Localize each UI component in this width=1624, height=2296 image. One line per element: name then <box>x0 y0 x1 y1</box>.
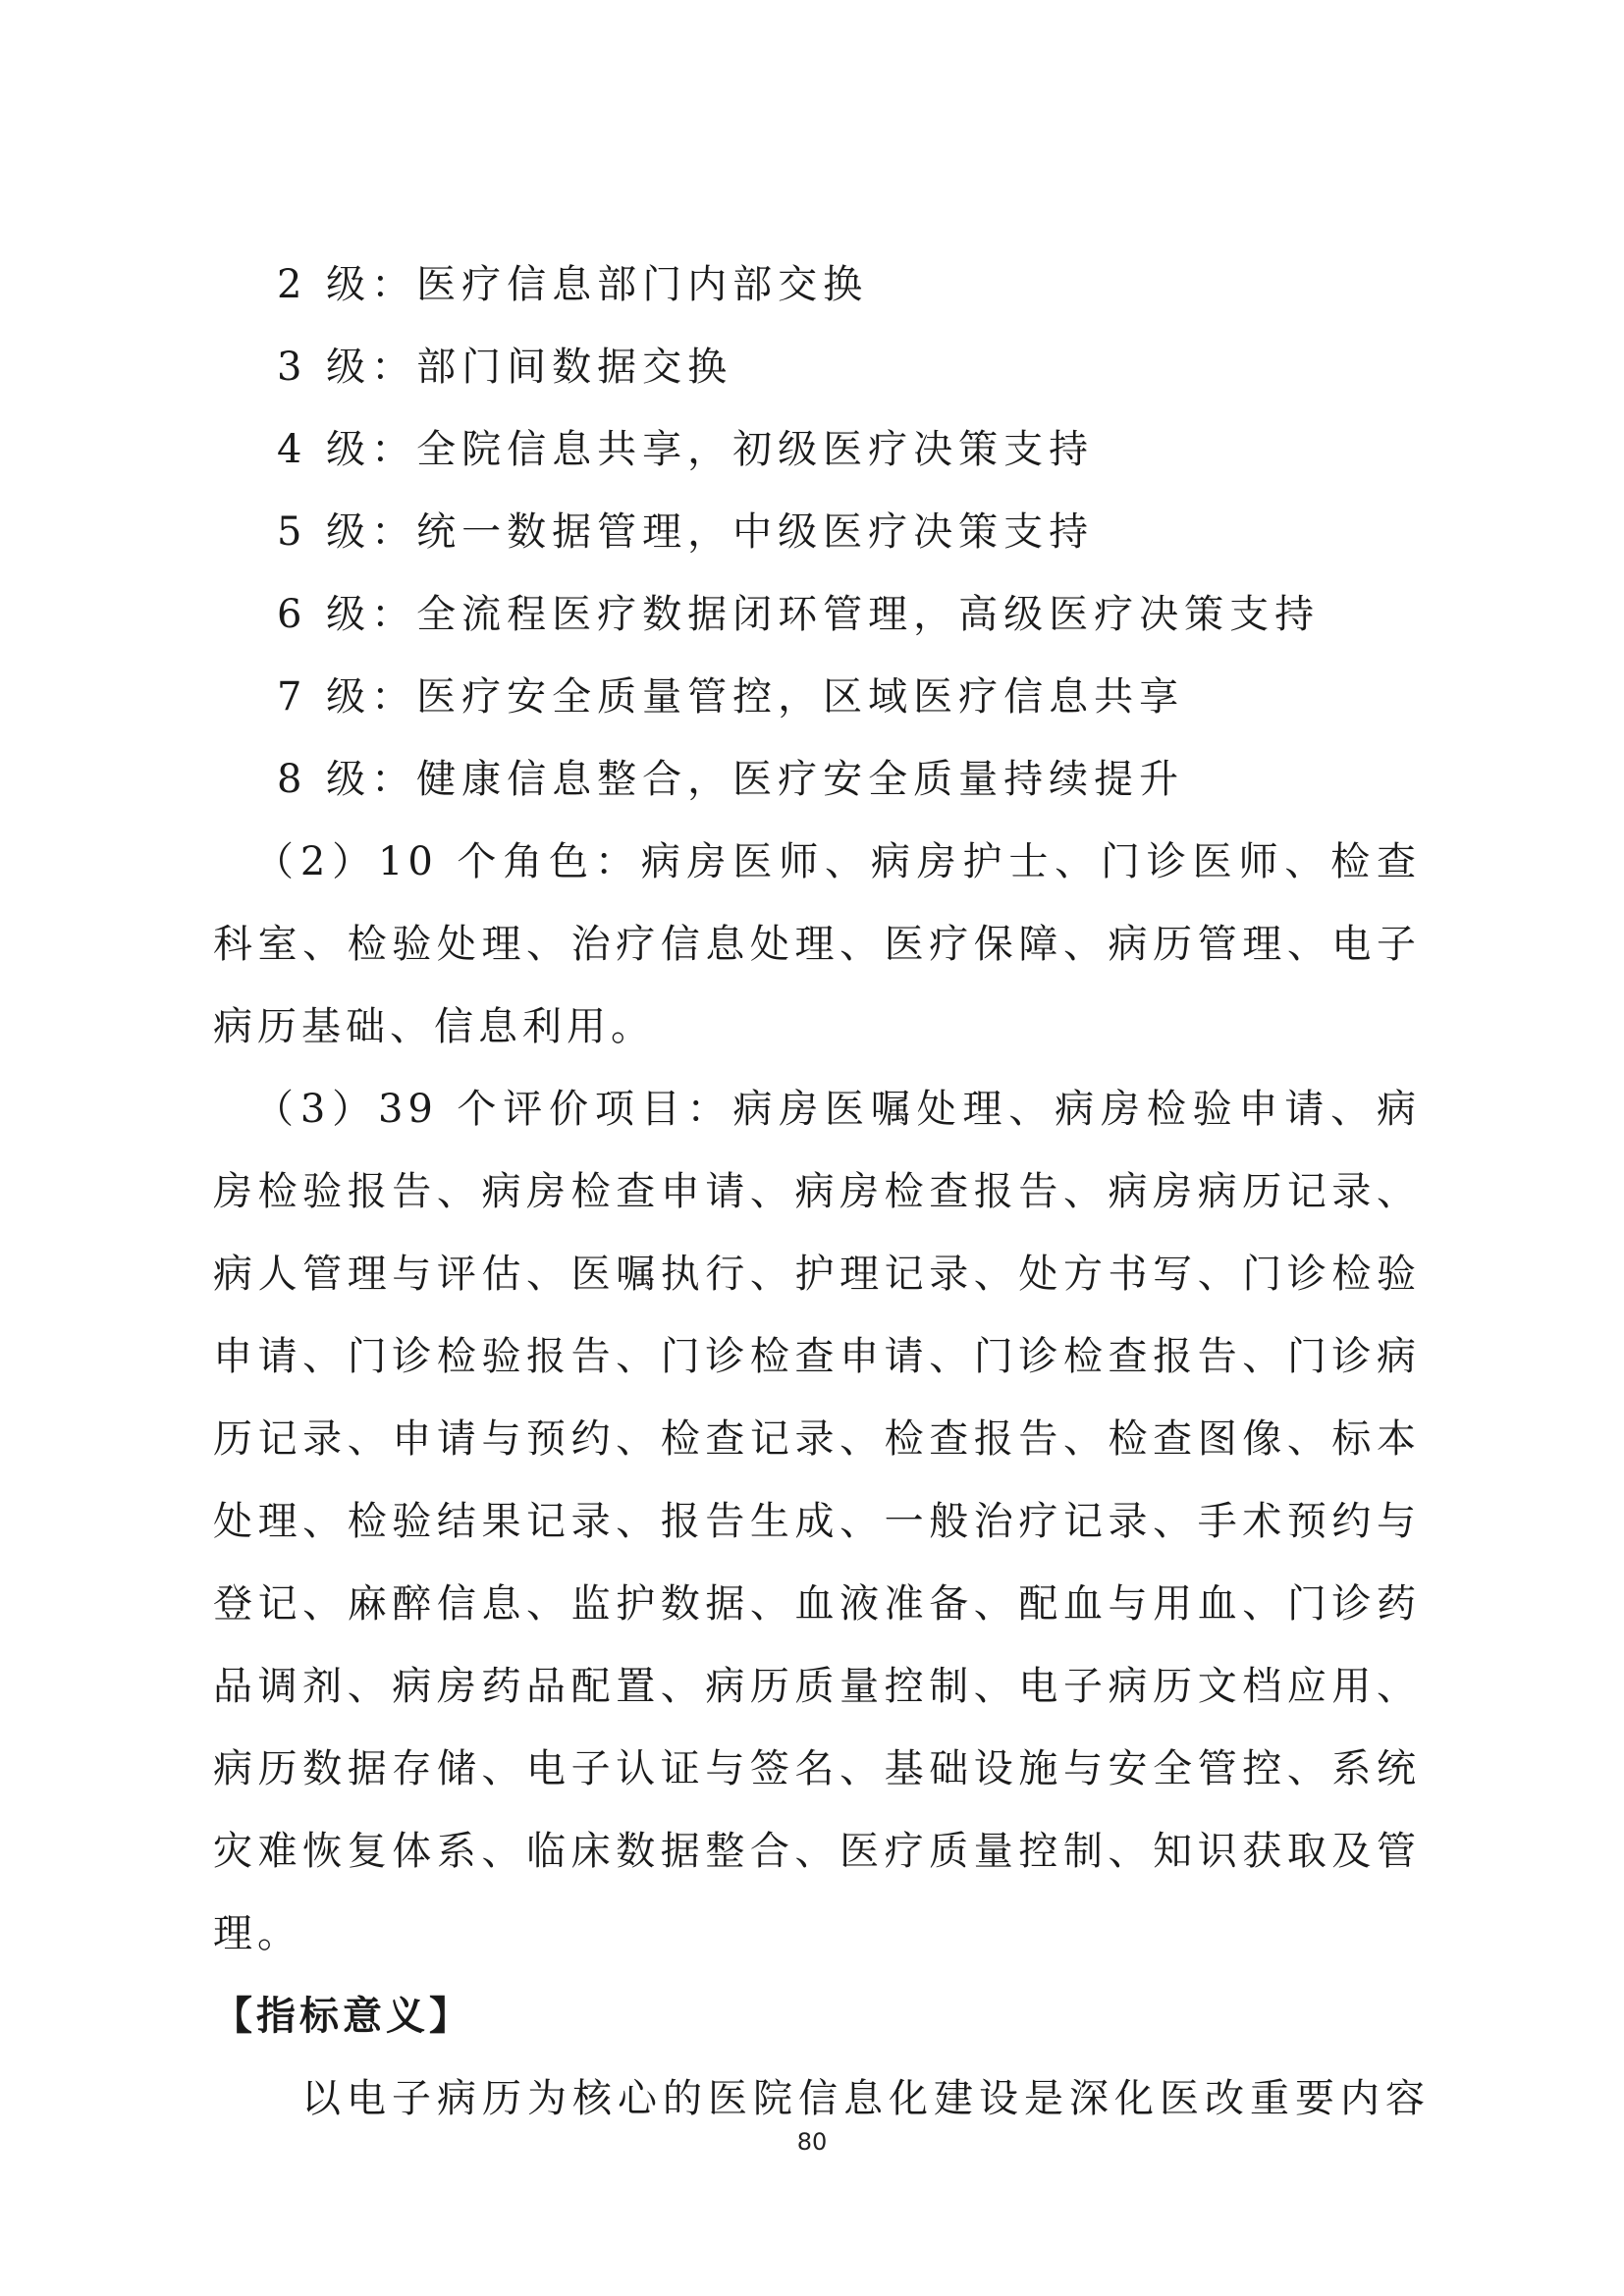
evaluation-items-paragraph: （3）39 个评价项目：病房医嘱处理、病房检验申请、病房检验报告、病房检查申请、病房检查报告、病房病历记录、病人管理与评估、医嘱执行、护理记录、处方书写、门诊检验申请、门诊检验报告、门诊检查申请、门诊检查报告、门诊病历记录、申请与预约、检查记录、检查报告、检查图像、标本处理、检验结果记录、报告生成、一般治疗记录、手术预约与登记、麻醉信息、监护数据、血液准备、配血与用血、门诊药品调剂、病房药品配置、病历质量控制、电子病历文档应用、病历数据存储、电子认证与签名、基础设施与安全管控、系统灾难恢复体系、临床数据整合、医疗质量控制、知识获取及管理。 <box>213 1087 1421 1956</box>
level-item-5: 5 级：统一数据管理，中级医疗决策支持 <box>277 509 1095 555</box>
section-heading: 【指标意义】 <box>213 1994 472 2039</box>
level-item-2: 2 级：医疗信息部门内部交换 <box>277 262 869 307</box>
page-number: 80 <box>796 2128 828 2156</box>
level-item-8: 8 级：健康信息整合，医疗安全质量持续提升 <box>277 757 1185 802</box>
level-item-7: 7 级：医疗安全质量管控，区域医疗信息共享 <box>277 674 1185 720</box>
roles-paragraph: （2）10 个角色：病房医师、病房护士、门诊医师、检查科室、检验处理、治疗信息处理、医疗保障、病历管理、电子病历基础、信息利用。 <box>213 839 1421 1049</box>
level-item-4: 4 级：全院信息共享，初级医疗决策支持 <box>277 427 1095 472</box>
page-content <box>213 243 1431 2140</box>
level-item-3: 3 级：部门间数据交换 <box>277 345 733 390</box>
significance-paragraph: 以电子病历为核心的医院信息化建设是深化医改重要内容 <box>301 2076 1431 2121</box>
level-item-6: 6 级：全流程医疗数据闭环管理，高级医疗决策支持 <box>277 592 1321 637</box>
